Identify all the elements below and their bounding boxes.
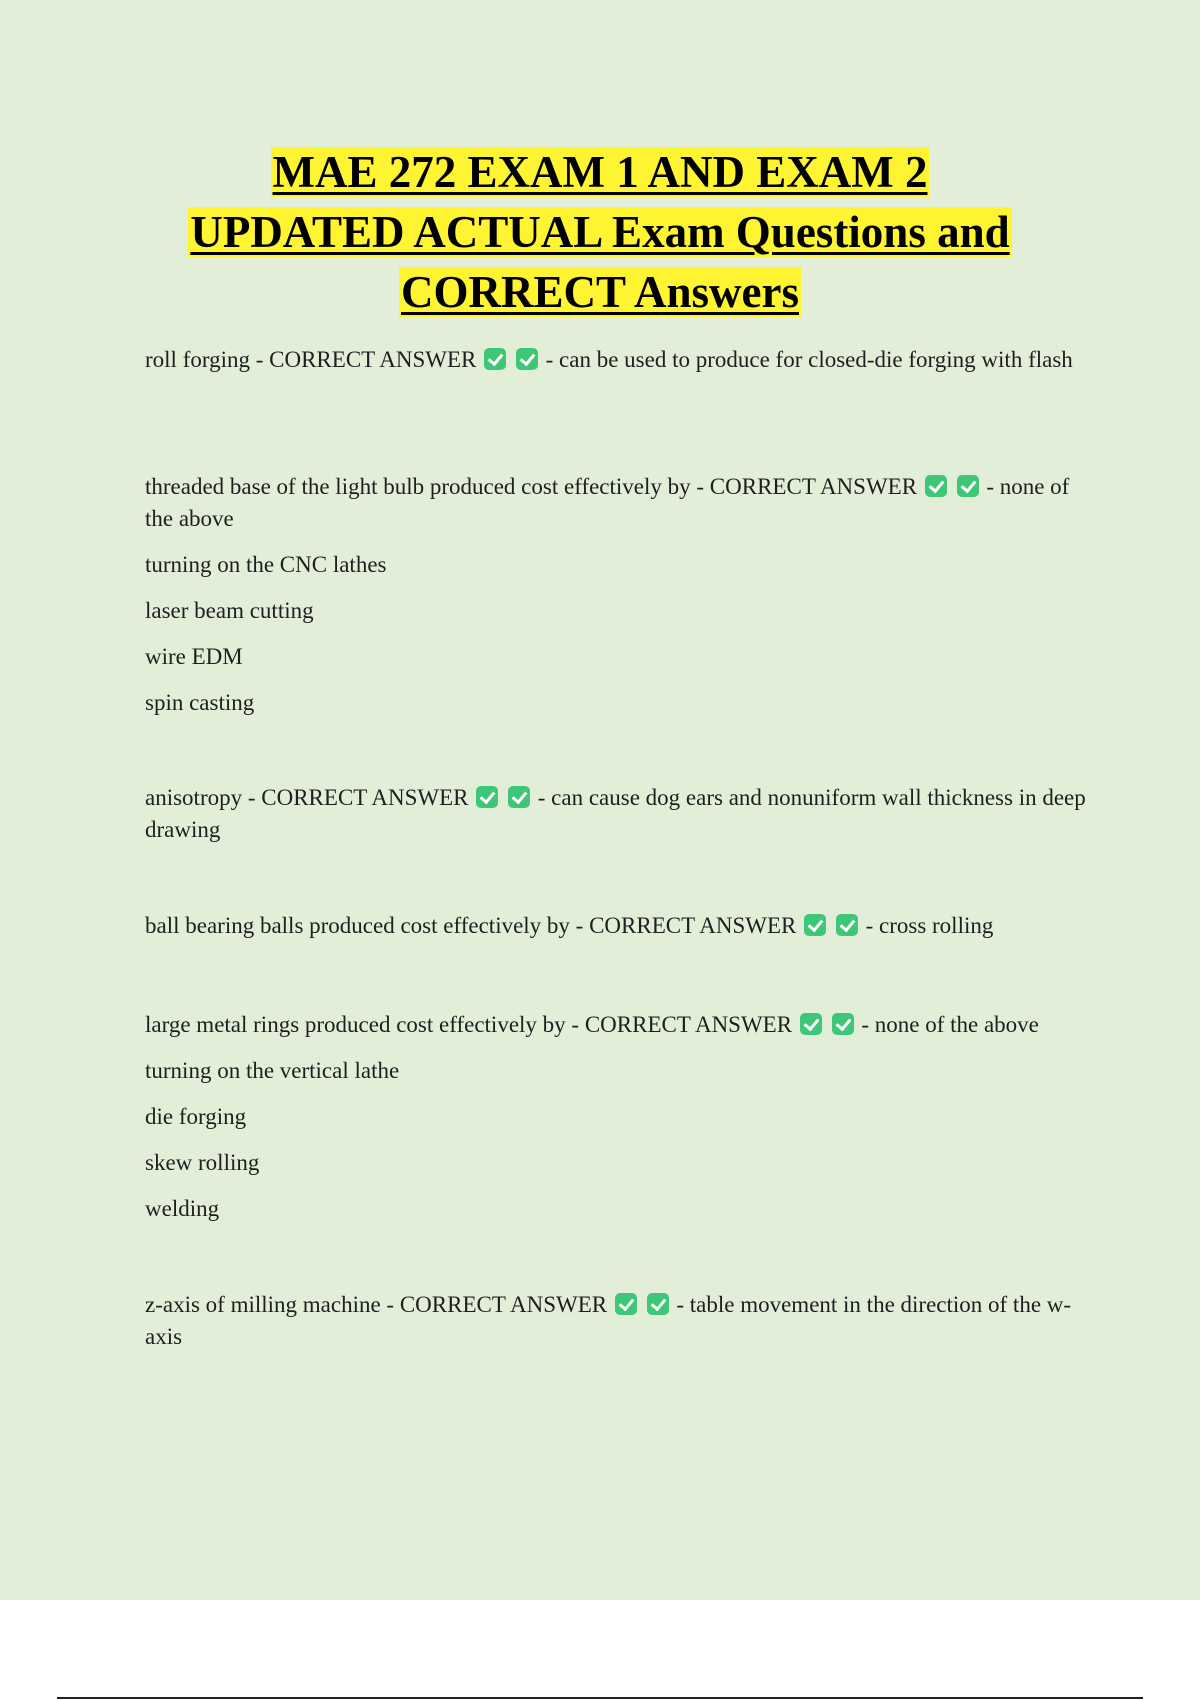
checkmark-icon <box>516 348 538 370</box>
option-line: turning on the vertical lathe <box>145 1058 400 1083</box>
checkmark-icon <box>508 786 530 808</box>
qa-line <box>145 910 1090 942</box>
option-line: die forging <box>145 1104 247 1129</box>
checkmark-icon <box>615 1293 637 1315</box>
question-term: roll forging - CORRECT ANSWER <box>145 347 477 372</box>
answer-text: - none of the above <box>861 1012 1039 1037</box>
answer-text: - can be used to produce for closed-die forging with flash <box>545 347 1073 372</box>
question-term: z-axis of milling machine - CORRECT ANSWER <box>145 1292 608 1317</box>
checkmark-icon <box>804 914 826 936</box>
answer-text: - table movement in the direction of the w-axis <box>145 1292 1072 1349</box>
answer-text: - cross rolling <box>865 913 994 938</box>
question-term: anisotropy - CORRECT ANSWER <box>145 785 469 810</box>
checkmark-icon <box>800 1013 822 1035</box>
page-divider <box>57 1697 1143 1699</box>
title-line-3: CORRECT Answers <box>401 267 799 317</box>
option-line: welding <box>145 1196 220 1221</box>
qa-item-threaded-base <box>145 471 1090 719</box>
checkmark-icon <box>832 1013 854 1035</box>
answer-text: - can cause dog ears and nonuniform wall thickness in deep drawing <box>145 785 1086 842</box>
checkmark-icon <box>836 914 858 936</box>
option-line: laser beam cutting <box>145 598 314 623</box>
checkmark-icon <box>484 348 506 370</box>
question-term: ball bearing balls produced cost effectively by - CORRECT ANSWER <box>145 913 797 938</box>
qa-item-roll-forging <box>145 344 1090 376</box>
option-line: wire EDM <box>145 644 243 669</box>
qa-item-ball-bearing <box>145 910 1090 942</box>
qa-item-anisotropy <box>145 782 1090 846</box>
option-line: spin casting <box>145 690 255 715</box>
option-line: skew rolling <box>145 1150 260 1175</box>
qa-line <box>145 782 1090 846</box>
question-term: large metal rings produced cost effectively by - CORRECT ANSWER <box>145 1012 793 1037</box>
option-line: turning on the CNC lathes <box>145 552 387 577</box>
title-line-2: UPDATED ACTUAL Exam Questions and <box>190 207 1010 257</box>
checkmark-icon <box>647 1293 669 1315</box>
qa-line <box>145 344 1090 376</box>
checkmark-icon <box>925 475 947 497</box>
title-line-1: MAE 272 EXAM 1 AND EXAM 2 <box>272 147 928 197</box>
qa-line <box>145 471 1090 535</box>
qa-line <box>145 1009 1090 1041</box>
qa-line <box>145 1289 1090 1353</box>
checkmark-icon <box>476 786 498 808</box>
qa-item-metal-rings <box>145 1009 1090 1225</box>
checkmark-icon <box>957 475 979 497</box>
answer-text: - none of the above <box>145 474 1070 531</box>
document-title <box>100 142 1100 322</box>
question-term: threaded base of the light bulb produced cost effectively by - CORRECT ANSWER <box>145 474 918 499</box>
qa-item-z-axis <box>145 1289 1090 1353</box>
